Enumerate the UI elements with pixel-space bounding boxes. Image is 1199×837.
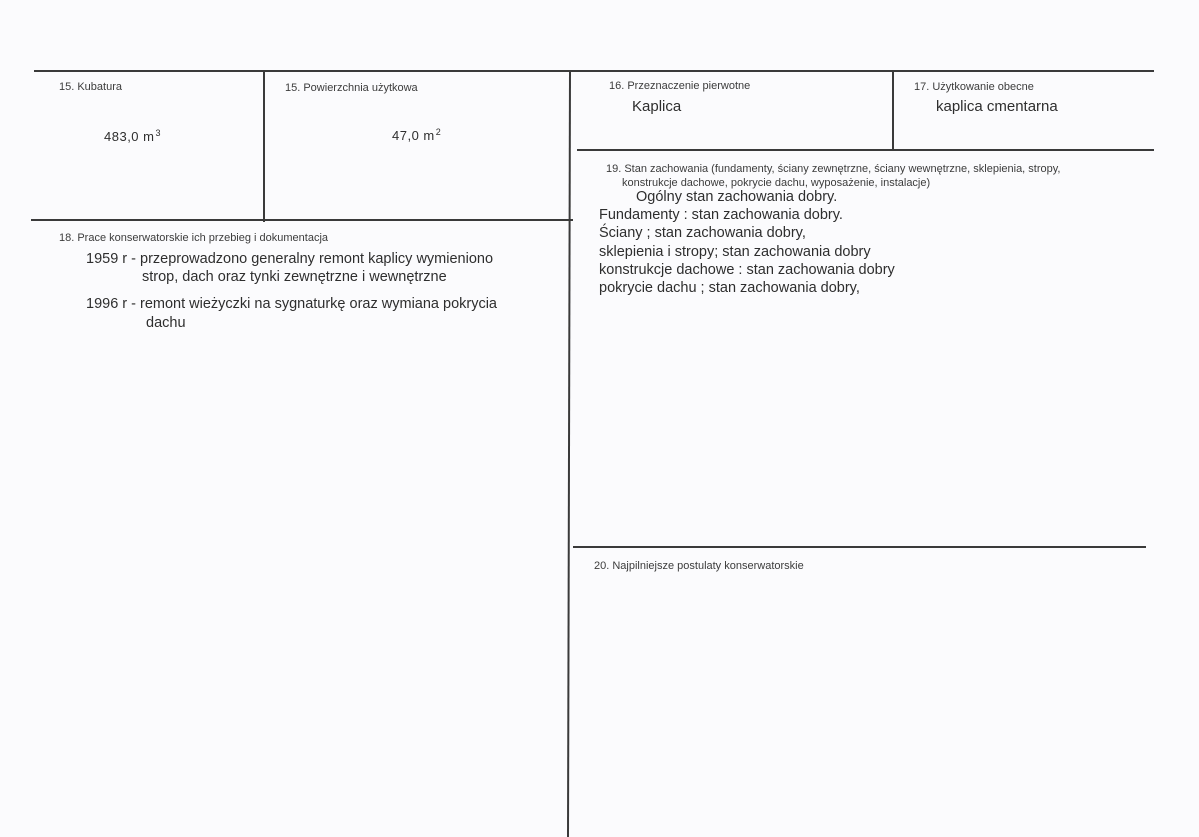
postulaty-label: 20. Najpilniejsze postulaty konserwatorskie: [594, 560, 804, 572]
powierzchnia-label: 15. Powierzchnia użytkowa: [285, 82, 418, 94]
powierzchnia-number: 47,0 m: [392, 128, 435, 143]
stan-line-sklepienia: sklepienia i stropy; stan zachowania dobry: [599, 244, 871, 260]
main-vertical-divider: [567, 71, 571, 837]
prace-entry-1959-line2: strop, dach oraz tynki zewnętrzne i wewnętrzne: [142, 269, 447, 285]
kubatura-label: 15. Kubatura: [59, 81, 122, 93]
kubatura-value: [104, 124, 161, 146]
przeznaczenie-value: Kaplica: [632, 98, 682, 115]
stan-line-pokrycie: pokrycie dachu ; stan zachowania dobry,: [599, 280, 860, 296]
stan-label-line1: 19. Stan zachowania (fundamenty, ściany zewnętrzne, ściany wewnętrzne, sklepienia, stropy,: [606, 163, 1061, 175]
prace-entry-1959-line1: 1959 r - przeprowadzono generalny remont kaplicy wymieniono: [86, 251, 494, 267]
powierzchnia-value: [392, 123, 441, 145]
kubatura-number: 483,0 m: [104, 129, 155, 144]
stan-line-sciany: Ściany ; stan zachowania dobry,: [599, 225, 806, 241]
rule-above-20: [573, 546, 1146, 548]
divider-przeznaczenie-uzytkowanie: [892, 71, 894, 151]
uzytkowanie-label: 17. Użytkowanie obecne: [914, 81, 1034, 93]
stan-line-konstrukcje: konstrukcje dachowe : stan zachowania dobry: [599, 262, 895, 278]
kubatura-unit-exponent: 3: [155, 128, 161, 138]
rule-under-15: [31, 219, 573, 221]
uzytkowanie-value: kaplica cmentarna: [936, 98, 1058, 115]
powierzchnia-unit-exponent: 2: [435, 127, 442, 137]
rule-under-16-17: [577, 149, 1154, 151]
prace-entry-1996-line2: dachu: [146, 315, 186, 331]
prace-label: 18. Prace konserwatorskie ich przebieg i dokumentacja: [59, 232, 329, 244]
divider-kubatura-powierzchnia: [263, 71, 265, 222]
stan-line-fundamenty: Fundamenty : stan zachowania dobry.: [599, 207, 843, 223]
prace-entry-1996-line1: 1996 r - remont wieżyczki na sygnaturkę oraz wymiana pokrycia: [86, 296, 497, 312]
stan-line-ogolny: Ogólny stan zachowania dobry.: [636, 189, 838, 205]
stan-label-line2: konstrukcje dachowe, pokrycie dachu, wyposażenie, instalacje): [622, 177, 931, 189]
przeznaczenie-label: 16. Przeznaczenie pierwotne: [609, 80, 751, 92]
top-rule: [34, 70, 1154, 72]
